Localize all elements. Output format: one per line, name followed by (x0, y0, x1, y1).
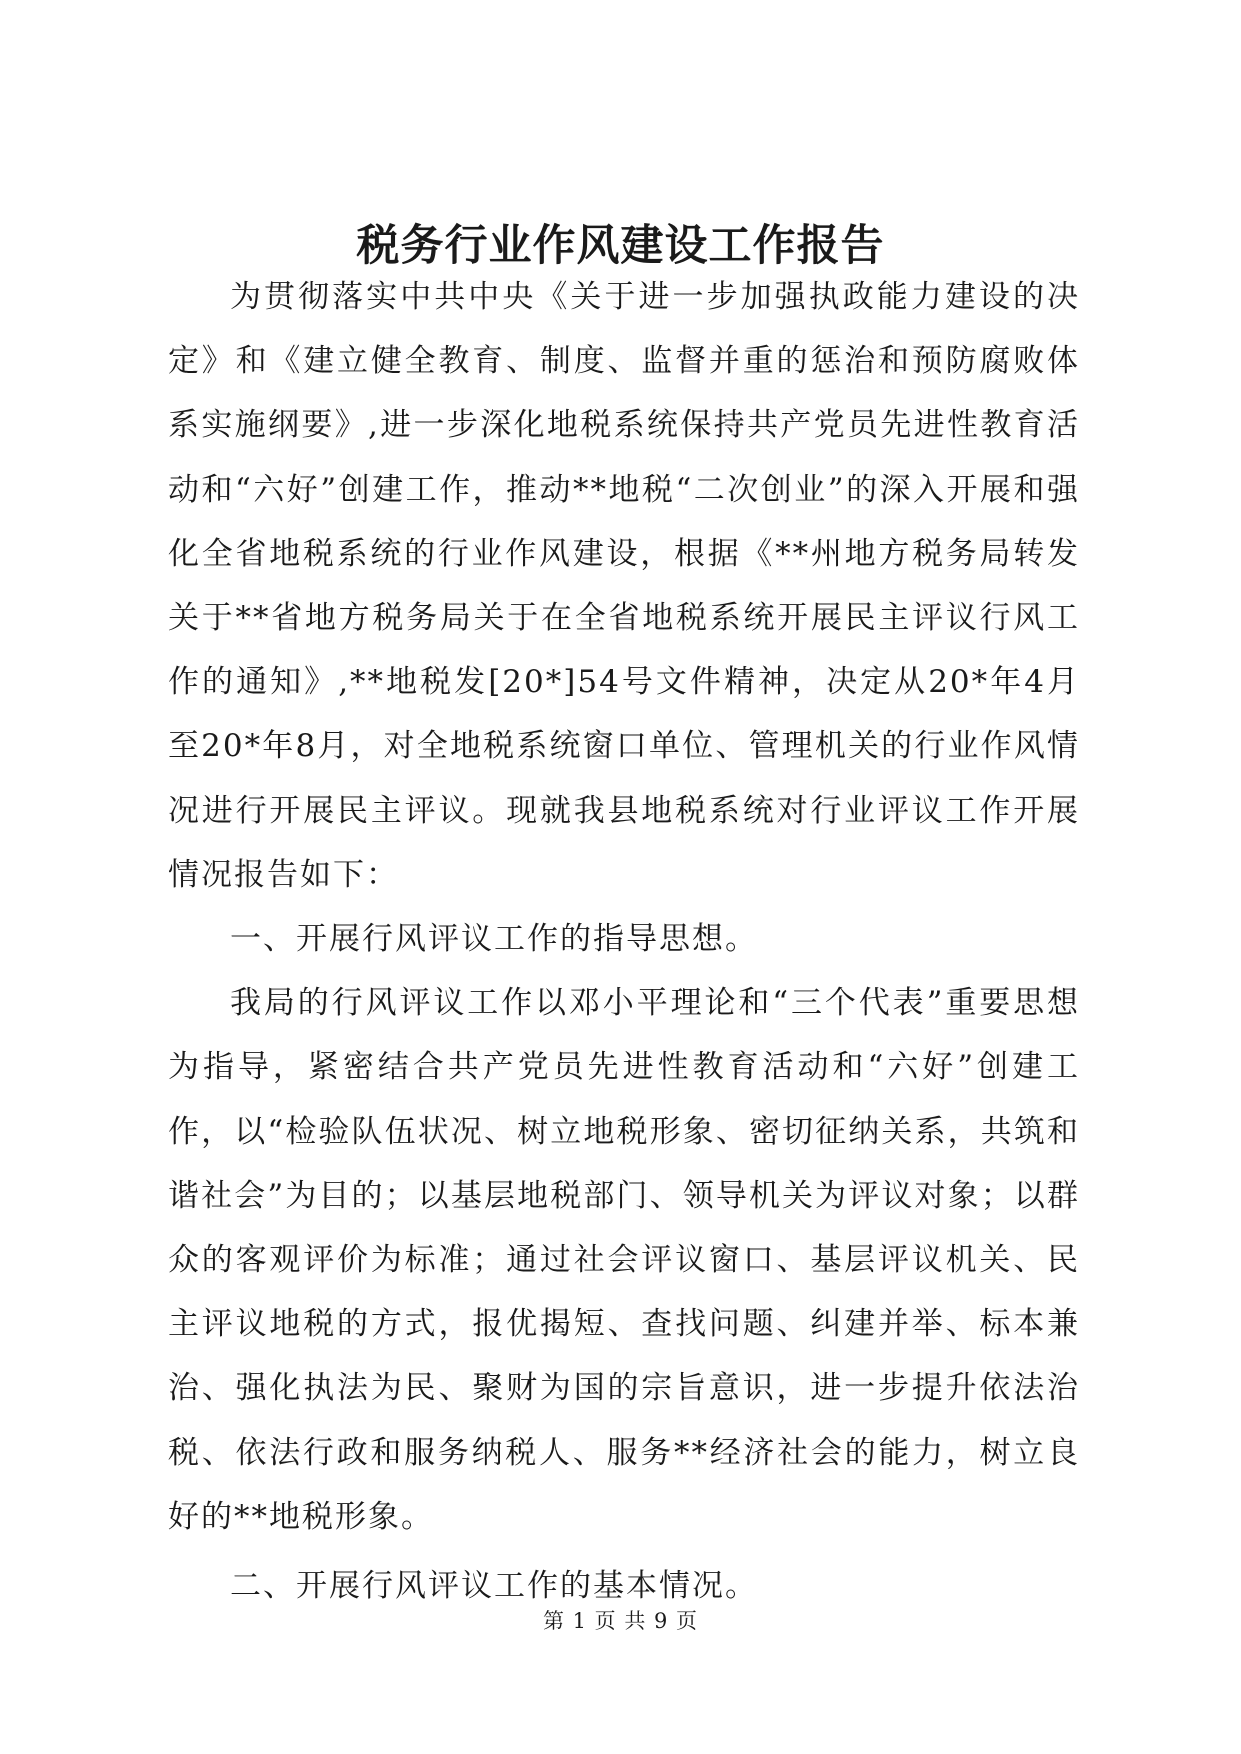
paragraph-guiding-thought: 我局的行风评议工作以邓小平理论和“三个代表”重要思想为指导，紧密结合共产党员先进性教育活动和“六好”创建工作，以“检验队伍状况、树立地税形象、密切征纳关系，共筑和谐社会”为目的；以基层地税部门、领导机关为评议对象；以群众的客观评价为标准；通过社会评议窗口、基层评议机关、民主评议地税的方式，报优揭短、查找问题、纠建并举、标本兼治、强化执法为民、聚财为国的宗旨意识，进一步提升依法治税、依法行政和服务纳税人、服务**经济社会的能力，树立良好的**地税形象。 (168, 985, 1080, 1535)
document-body (168, 265, 1080, 1618)
paragraph-intro: 为贯彻落实中共中央《关于进一步加强执政能力建设的决定》和《建立健全教育、制度、监督并重的惩治和预防腐败体系实施纲要》,进一步深化地税系统保持共产党员先进性教育活动和“六好”创建工作，推动**地税“二次创业”的深入开展和强化全省地税系统的行业作风建设，根据《**州地方税务局转发关于**省地方税务局关于在全省地税系统开展民主评议行风工作的通知》,**地税发[20*]54号文件精神，决定从20*年4月至20*年8月，对全地税系统窗口单位、管理机关的行业作风情况进行开展民主评议。现就我县地税系统对行业评议工作开展情况报告如下： (168, 279, 1080, 893)
page-number: 第 1 页 共 9 页 (542, 1609, 699, 1633)
document-title: 税务行业作风建设工作报告 (356, 221, 885, 271)
heading-guiding-thought: 一、开展行风评议工作的指导思想。 (230, 921, 758, 958)
heading-basic-situation: 二、开展行风评议工作的基本情况。 (230, 1568, 758, 1605)
